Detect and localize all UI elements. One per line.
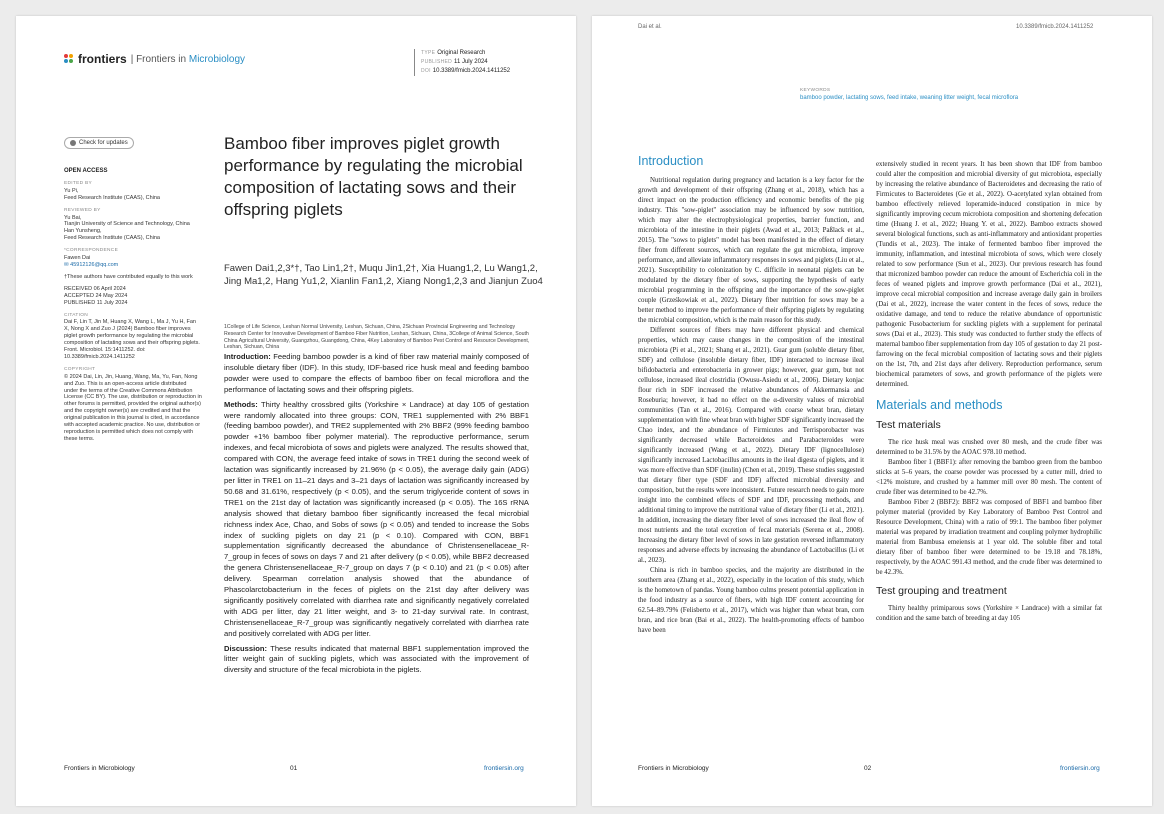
open-access-label: OPEN ACCESS	[64, 168, 108, 174]
article-title: Bamboo fiber improves piglet growth performance by regulating the microbial composition of lactating sows and their offspring piglets	[224, 134, 523, 219]
check-for-updates-button[interactable]	[64, 137, 134, 149]
sidebar	[64, 168, 202, 443]
footer-site-link[interactable]: frontiersin.org	[484, 765, 524, 772]
citation-text: Dai F, Lin T, Jin M, Huang X, Wang L, Ma J, Yu H, Fan X, Nong X and Zuo J (2024) Bamboo fiber improves piglet growth performance by regulating the microbial composition of lactating sows and their offspring piglets. Front. Microbiol. 15:1411252. doi: 10.3389/fmicb.2024.1411252	[64, 319, 200, 360]
author-list: Fawen Dai1,2,3*†, Tao Lin1,2†, Muqu Jin1,2†, Xia Huang1,2, Lu Wang1,2, Jing Ma1,2, Hang Yu1,2, Xianlin Fan1,2, Xiang Nong1,2,3 and Jianjun Zuo4	[224, 263, 543, 287]
logo-journal: | Frontiers in Microbiology	[130, 53, 246, 65]
keywords-block	[800, 88, 1120, 101]
left-column	[638, 156, 864, 636]
refresh-icon	[70, 140, 76, 146]
reviewer-affil: Feed Research Institute (CAAS), China	[64, 235, 160, 242]
meta-published: PUBLISHED 11 July 2024	[421, 59, 488, 65]
footer-journal: Frontiers in Microbiology	[638, 765, 709, 772]
right-column	[876, 160, 1102, 624]
frontiers-mark-icon	[64, 54, 74, 64]
materials-paragraph: Bamboo Fiber 2 (BBF2): BBF2 was composed of BBF1 and bamboo fiber polymer material (provided by Key Laboratory of Bamboo Pest Control and Resource Development, China) with a ratio of 99:1. The bamboo fiber polymer material was prepared by irradiation treatment and coupling polymer hydrophilic material from Bambusa emeiensis at 1 year old. The soluble fiber and total dietary fiber of bamboo fiber were determined to be 19.18 and 78.18%, respectively, by the AOAC 991.43 method, and the crude fiber was determined to be 42.3%.	[876, 499, 1102, 576]
meta-type: TYPE Original Research	[421, 50, 486, 56]
page-2	[592, 16, 1152, 806]
abstract-discussion: Discussion: These results indicated that maternal BBF1 supplementation improved the litter weight gain of suckling piglets, which was associated with the improvement of diversity and structure of the fecal microbiota in the piglets.	[224, 643, 529, 675]
copyright-label: COPYRIGHT	[64, 366, 96, 372]
reviewer-name: Yu Bai,	[64, 214, 82, 221]
abstract-introduction: Introduction: Feeding bamboo powder is a kind of fiber raw material mainly composed of insoluble dietary fiber (IDF). In this study, IDF-based rice husk meal and feeding bamboo powder were used to compare the effects of bamboo fiber on fecal microflora and the performance of lactating sows and their offspring piglets.	[224, 352, 529, 394]
intro-paragraph: Different sources of fibers may have different physical and chemical properties, which may cause changes in the composition of the intestinal microbiota (Pi et al., 2021; Shang et al., 2021). Guar gum (soluble dietary fiber, SDF) and cellulose (insoluble dietary fiber, IDF) interacted to increase ileal bifidobacteria and enterobacteria in grower pigs; however, guar gum, but not cellulose, increased ileal clostridia (Owusu-Asiedu et al., 2006). Dietary konjac flour rich in SDF increased the relative abundances of Akkermansia and Roseburia; however, it had no effect on the α-diversity values of microbial communities (Tan et al., 2016). Compared with coarse wheat bran, dietary supplementation with fine wheat bran with higher SDF significantly increased the Chao index, and the abundance of Firmicutes and Terrisporobacter was significantly decreased while Bacteroidetes and Parabacteroides were significantly increased (Wang et al., 2022). Dietary IDF (lignocellulose) significantly increased Lactobacillus amounts in the ileal digesta of piglets, and it was more effective than SDF (inulin) (Chen et al., 2019). These studies suggested that dietary fiber type (SDF and IDF) affected microbial diversity and composition, but the results were inconsistent. Future research needs to gain more insight into the combined effects of SDF and IDF, processing methods, and additional timing to improve the nutritional value of dietary fiber (Li et al., 2021). In addition, increasing the dietary fiber level of sows increased the ileal flow of most nutrients and the total excretion of fecal materials (Serena et al., 2008). Increasing the dietary fiber level of sows in late gestation reversed inflammatory responses and adverse effects by increasing the abundance of Lactobacillus (Li et al., 2023).	[638, 327, 864, 564]
equal-contribution-note: †These authors have contributed equally to this work	[64, 273, 193, 280]
copyright-text: © 2024 Dai, Lin, Jin, Huang, Wang, Ma, Yu, Fan, Nong and Zuo. This is an open-access article distributed under the terms of the Creative Commons Attribution License (CC BY). The use, distribution or reproduction in other forums is permitted, provided the original author(s) and the copyright owner(s) are credited and that the original publication in this journal is cited, in accordance with accepted academic practice. No use, distribution or reproduction is permitted which does not comply with these terms.	[64, 373, 202, 442]
grouping-paragraph: Thirty healthy primiparous sows (Yorkshire × Landrace) with a similar fat condition and the same batch of breeding at day 105	[876, 605, 1102, 622]
running-header-authors: Dai et al.	[638, 24, 662, 30]
published-date: PUBLISHED 11 July 2024	[64, 299, 128, 306]
keywords-list: bamboo powder, lactating sows, feed intake, weaning litter weight, fecal microflora	[800, 95, 1019, 101]
citation-label: CITATION	[64, 312, 89, 318]
page-1	[16, 16, 576, 806]
reviewed-by-label: REVIEWED BY	[64, 207, 101, 213]
materials-paragraph: The rice husk meal was crushed over 80 mesh, and the crude fiber was determined to be 31.5% by the AOAC 978.10 method.	[876, 439, 1102, 456]
footer-site-link[interactable]: frontiersin.org	[1060, 765, 1100, 772]
article-meta	[414, 49, 510, 76]
introduction-heading: Introduction	[638, 154, 704, 168]
footer-journal: Frontiers in Microbiology	[64, 765, 135, 772]
footer-page-number: 02	[864, 765, 872, 772]
frontiers-logo[interactable]	[64, 52, 245, 66]
keywords-label: KEYWORDS	[800, 88, 831, 93]
edited-by-label: EDITED BY	[64, 180, 93, 186]
correspondence-label: *CORRESPONDENCE	[64, 248, 119, 254]
received-date: RECEIVED 06 April 2024	[64, 285, 126, 292]
logo-brand: frontiers	[78, 52, 127, 66]
reviewer-name: Han Yunsheng,	[64, 228, 102, 235]
intro-continued: extensively studied in recent years. It has been shown that IDF from bamboo could alter the composition and microbial diversity of gut microbiota, especially by increasing the relative abundance of Bacteroidetes and decreasing the ratio of Firmicutes to Bacteroidetes (Ge et al., 2022). O-acetylated xylan obtained from bamboo effectively relieved loperamide-induced constipation in mice by significantly improving cecum microbiota composition and shortening defecation time (Huang J. et al., 2022; Huang Y. et al., 2022). Bamboo extracts showed several biological functions, such as anti-inflammatory and antioxidant properties (Tundis et al., 2023). The intake of fermented bamboo fiber improved the immunity, inflammation, and intestinal microbiota of sows, which were closely related to sow performance (Sun et al., 2023). Our previous research has found that micronized bamboo powder can reduce the amount of Escherichia coli in the feces of weaned piglets and improve growth performance (Dai et al., 2021), improve cecal microbial composition and increase average daily gain in broilers (Dai et al., 2022), increase the water content in the feces of sows, reduce the oxidative damage, and tend to reduce the relative abundance of opportunistic pathogenic Fusobacterium for suckling piglets with a supplement for perinatal sows (Dai et al., 2023). This study was conducted to further study the effects of maternal bamboo fiber supplementation from day 105 of gestation to day 21 post-farrowing on the fecal microbial composition of lactating sows and their piglets on the 1st, 7th, and 21st days after delivery. Reproduction performance, serum biochemical parameters of sows, and growth performance of the piglets were determined.	[876, 161, 1102, 388]
abstract	[224, 352, 529, 680]
meta-doi[interactable]: DOI 10.3389/fmicb.2024.1411252	[421, 68, 511, 74]
methods-heading: Materials and methods	[876, 398, 1003, 412]
editor-name: Yu Pi,	[64, 187, 79, 194]
footer-page-number: 01	[290, 765, 298, 772]
reviewer-affil: Tianjin University of Science and Technology, China	[64, 221, 190, 228]
intro-paragraph: Nutritional regulation during pregnancy and lactation is a key factor for the growth and development of their offspring (Zhang et al., 2018), which has a direct impact on the production efficiency and economic benefits of the pig industry. This "sow-piglet" association may be influenced by sow nutrition, which may alter the electrophysiological properties, barrier function, and microbiota of the intestine in their piglets (Awad et al., 2013; Paßlack et al., 2015). The "sows to piglets" model has been manifested in the effect of dietary fiber from different sources, which can regulate the gut microbiota, improve performance, and alleviate inflammatory responses in sows and piglets (Liu et al., 2021). Susceptibility to colonization by C. difficile in neonatal piglets can be modulated by the dietary fiber of sows, supporting the hypothesis of early microbial programming in the offspring and the importance of the sow-piglet couple (Grześkowiak et al., 2022). Dietary fiber nutrition for sows may be a better method to improve the performance of their offspring piglets by regulating the microbial composition, which is the main reason for this study.	[638, 177, 864, 324]
accepted-date: ACCEPTED 24 May 2024	[64, 292, 128, 299]
check-updates-label: Check for updates	[79, 140, 128, 146]
affiliations: 1College of Life Science, Leshan Normal University, Leshan, Sichuan, China, 2Sichuan Provincial Engineering and Technology Research Center for Innovative Development of Bamboo Fiber Nutrition, Leshan, Sichuan, China, 3College of Animal Science, South China Agricultural University, Guangzhou, Guangdong, China, 4Key Laboratory of Bamboo Pest Control and Resource Development, Leshan, Sichuan, China	[224, 324, 530, 351]
abstract-methods: Methods: Thirty healthy crossbred gilts (Yorkshire × Landrace) at day 105 of gestation were randomly allocated into three groups: CON, TRE1 supplemented with 2% BBF1 (feeding bamboo powder), and TRE2 supplemented with 2% BBF2 (99% feeding bamboo powder +1% bamboo fiber polymer material). The reproductive performance, serum indexes, and fecal microbiota of sows and piglets were analyzed. The results showed that, compared with CON, the average feed intake of sows in TRE1 during the second week of lactation was significantly increased by 21.96% (p < 0.05), the average daily gain (ADG) per litter in TRE1 on 11–21 days and 3–21 days of lactation was significantly increased by 50.68 and 31.61%, respectively (p < 0.05), and the serum triglyceride content of sows in TRE1 on the 21st day of lactation was significantly increased (p < 0.05). The 16S rRNA analysis showed that dietary bamboo fiber significantly increased the fecal microbial richness index Ace, Chao, and Sobs of sows (p < 0.05) and tended to increase the Sobs index of suckling piglets on day 21 (p < 0.10). Compared with CON, BBF1 supplementation significantly decreased the abundance of Christensenellaceae_R-7_group in feces of sows on days 7 and 21 after delivery (p < 0.05), while BBF2 decreased the genera Christensenellaceae_R-7_group on days 7 (p < 0.10) and 21 (p < 0.05) after delivery. Spearman correlation analysis showed that the abundance of Phascolarctobacterium in the feces of piglets on the 21st day after delivery was significantly positively correlated with diarrhea rate and significantly negatively correlated with ADG per litter, day 21 litter weight, and 3- to 21-day survival rate. In contrast, Christensenellaceae_R-7_group was significantly negatively correlated with diarrhea rate and positively correlated with ADG per litter.	[224, 399, 529, 638]
running-header-doi: 10.3389/fmicb.2024.1411252	[1016, 24, 1094, 30]
intro-paragraph: China is rich in bamboo species, and the majority are distributed in the southern area (Zhang et al., 2022), especially in the location of this study, which is the hometown of pandas. Young bamboo culms present potential application in the food industry as a source of fibers, with high IDF content accounting for 62.54–89.79% (Felisberto et al., 2017), which was higher than wheat bran, corn bran, and rice bran (Bai et al., 2022). The health-promoting effects of bamboo have been	[638, 567, 864, 634]
correspondence-name: Fawen Dai	[64, 255, 91, 262]
grouping-heading: Test grouping and treatment	[876, 585, 1007, 597]
materials-paragraph: Bamboo fiber 1 (BBF1): after removing the bamboo green from the bamboo sticks at 5–6 years, the coarse powder was processed by a cutter mill, dried to <12% moisture, and crushed by a hammer mill over 80 mesh. The content of crude fiber was determined to be 42.7%.	[876, 459, 1102, 496]
correspondence-email-link[interactable]: ✉ 45912126@qq.com	[64, 261, 119, 268]
test-materials-heading: Test materials	[876, 419, 941, 431]
editor-affil: Feed Research Institute (CAAS), China	[64, 194, 160, 201]
